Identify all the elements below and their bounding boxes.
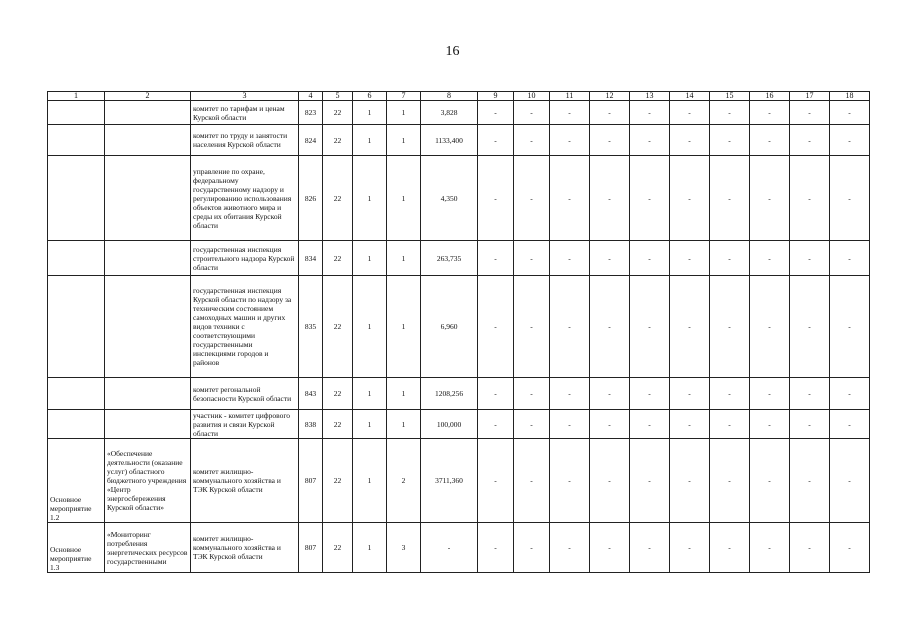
table-row xyxy=(48,156,870,241)
value-cell: - xyxy=(550,101,590,125)
activity-index-cell: 1 xyxy=(387,156,421,241)
table-row xyxy=(48,125,870,156)
value-cell: - xyxy=(630,156,670,241)
value-cell: - xyxy=(630,523,670,573)
column-header: 5 xyxy=(323,92,353,101)
value-cell: - xyxy=(710,276,750,378)
activity-name-cell xyxy=(105,156,191,241)
value-cell: - xyxy=(550,125,590,156)
program-code-cell: 22 xyxy=(323,156,353,241)
value-cell: - xyxy=(478,241,514,276)
value-cell: - xyxy=(710,125,750,156)
value-cell: - xyxy=(830,241,870,276)
column-header: 18 xyxy=(830,92,870,101)
value-cell: - xyxy=(590,523,630,573)
value-cell: - xyxy=(590,276,630,378)
value-cell: - xyxy=(670,125,710,156)
value-cell: - xyxy=(750,439,790,523)
activity-index-cell: 1 xyxy=(387,276,421,378)
header-row xyxy=(48,92,870,101)
value-cell: - xyxy=(830,410,870,439)
value-cell: - xyxy=(830,439,870,523)
activity-name-cell xyxy=(105,378,191,410)
value-cell: - xyxy=(750,156,790,241)
value-cell: - xyxy=(670,439,710,523)
program-code-cell: 22 xyxy=(323,101,353,125)
column-header: 12 xyxy=(590,92,630,101)
grbs-code-cell: 807 xyxy=(299,439,323,523)
grbs-code-cell: 823 xyxy=(299,101,323,125)
amount-cell: 3711,360 xyxy=(421,439,478,523)
value-cell: - xyxy=(790,378,830,410)
value-cell: - xyxy=(590,125,630,156)
page-number: 16 xyxy=(445,44,460,59)
column-header: 3 xyxy=(191,92,299,101)
activity-name-cell xyxy=(105,101,191,125)
value-cell: - xyxy=(550,378,590,410)
value-cell: - xyxy=(478,439,514,523)
value-cell: - xyxy=(550,241,590,276)
value-cell: - xyxy=(750,101,790,125)
responsible-executor-cell: комитет по труду и занятости населения Курской области xyxy=(191,125,299,156)
grbs-code-cell: 807 xyxy=(299,523,323,573)
activity-code-cell xyxy=(48,101,105,125)
amount-cell: - xyxy=(421,523,478,573)
value-cell: - xyxy=(630,410,670,439)
value-cell: - xyxy=(750,125,790,156)
activity-code-cell xyxy=(48,410,105,439)
responsible-executor-cell: участник - комитет цифрового развития и связи Курской области xyxy=(191,410,299,439)
activity-index-cell: 1 xyxy=(387,125,421,156)
value-cell: - xyxy=(710,156,750,241)
value-cell: - xyxy=(830,378,870,410)
value-cell: - xyxy=(790,156,830,241)
activity-index-cell: 2 xyxy=(387,439,421,523)
column-header: 15 xyxy=(710,92,750,101)
value-cell: - xyxy=(514,523,550,573)
value-cell: - xyxy=(790,101,830,125)
value-cell: - xyxy=(590,439,630,523)
value-cell: - xyxy=(514,101,550,125)
activity-index-cell: 1 xyxy=(387,241,421,276)
activity-name-cell xyxy=(105,276,191,378)
activity-index-cell: 1 xyxy=(387,101,421,125)
column-header: 16 xyxy=(750,92,790,101)
value-cell: - xyxy=(630,276,670,378)
column-header: 14 xyxy=(670,92,710,101)
value-cell: - xyxy=(478,125,514,156)
value-cell: - xyxy=(750,410,790,439)
value-cell: - xyxy=(550,439,590,523)
value-cell: - xyxy=(514,241,550,276)
program-code-cell: 22 xyxy=(323,241,353,276)
value-cell: - xyxy=(790,523,830,573)
activity-code-cell: Основное мероприятие 1.3 xyxy=(48,523,105,573)
amount-cell: 100,000 xyxy=(421,410,478,439)
subprogram-code-cell: 1 xyxy=(353,241,387,276)
value-cell: - xyxy=(830,156,870,241)
value-cell: - xyxy=(750,241,790,276)
table-body xyxy=(48,101,870,573)
subprogram-code-cell: 1 xyxy=(353,276,387,378)
value-cell: - xyxy=(830,125,870,156)
grbs-code-cell: 826 xyxy=(299,156,323,241)
value-cell: - xyxy=(630,439,670,523)
value-cell: - xyxy=(710,439,750,523)
responsible-executor-cell: управление по охране, федеральному государственному надзору и регулированию использования объектов животного мира и среды их обитания Курской области xyxy=(191,156,299,241)
subprogram-code-cell: 1 xyxy=(353,439,387,523)
activity-code-cell xyxy=(48,378,105,410)
amount-cell: 4,350 xyxy=(421,156,478,241)
value-cell: - xyxy=(478,410,514,439)
program-code-cell: 22 xyxy=(323,276,353,378)
grbs-code-cell: 838 xyxy=(299,410,323,439)
column-header: 2 xyxy=(105,92,191,101)
table-row xyxy=(48,101,870,125)
activity-index-cell: 1 xyxy=(387,378,421,410)
value-cell: - xyxy=(478,378,514,410)
subprogram-code-cell: 1 xyxy=(353,378,387,410)
responsible-executor-cell: комитет жилищно-коммунального хозяйства и ТЭК Курской области xyxy=(191,439,299,523)
value-cell: - xyxy=(710,378,750,410)
column-header: 9 xyxy=(478,92,514,101)
value-cell: - xyxy=(710,241,750,276)
value-cell: - xyxy=(514,378,550,410)
value-cell: - xyxy=(630,101,670,125)
program-code-cell: 22 xyxy=(323,378,353,410)
activity-index-cell: 1 xyxy=(387,410,421,439)
program-code-cell: 22 xyxy=(323,439,353,523)
value-cell: - xyxy=(514,125,550,156)
activity-name-cell xyxy=(105,410,191,439)
value-cell: - xyxy=(670,378,710,410)
amount-cell: 1208,256 xyxy=(421,378,478,410)
responsible-executor-cell: государственная инспекция Курской области по надзору за техническим состоянием самоходных машин и других видов техники с соответствующими государственными инспекциями городов и районов xyxy=(191,276,299,378)
activity-code-cell xyxy=(48,276,105,378)
responsible-executor-cell: государственная инспекция строительного надзора Курской области xyxy=(191,241,299,276)
grbs-code-cell: 843 xyxy=(299,378,323,410)
subprogram-code-cell: 1 xyxy=(353,125,387,156)
column-header: 10 xyxy=(514,92,550,101)
value-cell: - xyxy=(670,523,710,573)
value-cell: - xyxy=(670,410,710,439)
column-header: 13 xyxy=(630,92,670,101)
grbs-code-cell: 834 xyxy=(299,241,323,276)
value-cell: - xyxy=(830,523,870,573)
table-row xyxy=(48,523,870,573)
value-cell: - xyxy=(630,378,670,410)
activity-name-cell: «Мониторинг потребления энергетических ресурсов государственными xyxy=(105,523,191,573)
value-cell: - xyxy=(790,125,830,156)
value-cell: - xyxy=(550,276,590,378)
value-cell: - xyxy=(790,439,830,523)
value-cell: - xyxy=(590,156,630,241)
value-cell: - xyxy=(670,276,710,378)
table-row xyxy=(48,241,870,276)
value-cell: - xyxy=(590,101,630,125)
activity-index-cell: 3 xyxy=(387,523,421,573)
column-header: 8 xyxy=(421,92,478,101)
responsible-executor-cell: комитет регональной безопасности Курской области xyxy=(191,378,299,410)
subprogram-code-cell: 1 xyxy=(353,156,387,241)
value-cell: - xyxy=(550,156,590,241)
value-cell: - xyxy=(550,410,590,439)
value-cell: - xyxy=(670,156,710,241)
column-header: 1 xyxy=(48,92,105,101)
subprogram-code-cell: 1 xyxy=(353,410,387,439)
column-header: 6 xyxy=(353,92,387,101)
value-cell: - xyxy=(478,156,514,241)
column-header: 11 xyxy=(550,92,590,101)
subprogram-code-cell: 1 xyxy=(353,523,387,573)
value-cell: - xyxy=(514,276,550,378)
activity-name-cell xyxy=(105,241,191,276)
value-cell: - xyxy=(790,410,830,439)
activity-code-cell xyxy=(48,241,105,276)
value-cell: - xyxy=(750,276,790,378)
amount-cell: 263,735 xyxy=(421,241,478,276)
table-row xyxy=(48,410,870,439)
responsible-executor-cell: комитет по тарифам и ценам Курской области xyxy=(191,101,299,125)
activity-name-cell xyxy=(105,125,191,156)
column-header: 17 xyxy=(790,92,830,101)
program-code-cell: 22 xyxy=(323,523,353,573)
column-header: 7 xyxy=(387,92,421,101)
value-cell: - xyxy=(710,523,750,573)
grbs-code-cell: 824 xyxy=(299,125,323,156)
column-header: 4 xyxy=(299,92,323,101)
table-row xyxy=(48,439,870,523)
value-cell: - xyxy=(710,101,750,125)
value-cell: - xyxy=(830,276,870,378)
value-cell: - xyxy=(550,523,590,573)
value-cell: - xyxy=(750,378,790,410)
value-cell: - xyxy=(478,523,514,573)
value-cell: - xyxy=(670,241,710,276)
value-cell: - xyxy=(590,241,630,276)
activity-code-cell xyxy=(48,156,105,241)
value-cell: - xyxy=(514,439,550,523)
value-cell: - xyxy=(590,410,630,439)
responsible-executor-cell: комитет жилищно-коммунального хозяйства и ТЭК Курской области xyxy=(191,523,299,573)
subprogram-code-cell: 1 xyxy=(353,101,387,125)
table-header xyxy=(48,92,870,101)
value-cell: - xyxy=(710,410,750,439)
activity-code-cell xyxy=(48,125,105,156)
value-cell: - xyxy=(790,276,830,378)
grbs-code-cell: 835 xyxy=(299,276,323,378)
value-cell: - xyxy=(590,378,630,410)
amount-cell: 1133,400 xyxy=(421,125,478,156)
value-cell: - xyxy=(478,276,514,378)
table-row xyxy=(48,276,870,378)
amount-cell: 6,960 xyxy=(421,276,478,378)
budget-table xyxy=(47,91,870,573)
table-row xyxy=(48,378,870,410)
value-cell: - xyxy=(514,156,550,241)
value-cell: - xyxy=(630,241,670,276)
program-code-cell: 22 xyxy=(323,125,353,156)
activity-name-cell: «Обеспечение деятельности (оказание услуг) областного бюджетного учреждения «Центр энергосбережения Курской области» xyxy=(105,439,191,523)
activity-code-cell: Основное мероприятие 1.2 xyxy=(48,439,105,523)
amount-cell: 3,828 xyxy=(421,101,478,125)
value-cell: - xyxy=(830,101,870,125)
value-cell: - xyxy=(478,101,514,125)
value-cell: - xyxy=(670,101,710,125)
value-cell: - xyxy=(630,125,670,156)
value-cell: - xyxy=(750,523,790,573)
value-cell: - xyxy=(514,410,550,439)
program-code-cell: 22 xyxy=(323,410,353,439)
value-cell: - xyxy=(790,241,830,276)
